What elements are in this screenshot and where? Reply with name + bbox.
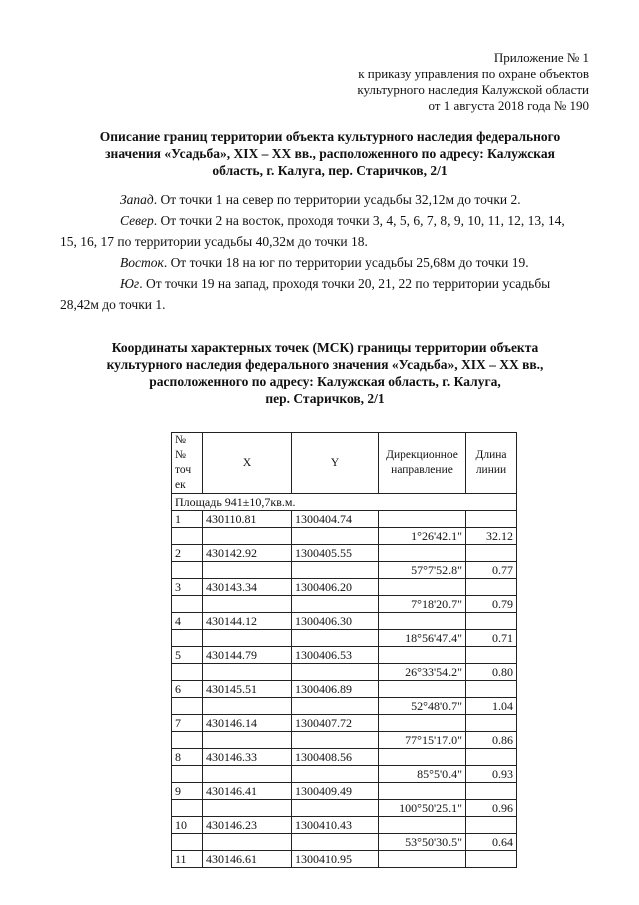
east-text: . От точки 18 на юг по территории усадьбы 25,68м до точки 19. <box>163 255 529 270</box>
point-number-cell: 3 <box>172 579 203 596</box>
x-cell: 430146.41 <box>203 783 292 800</box>
south-text: . От точки 19 на запад, проходя точки 20, 21, 22 по территории усадьбы <box>139 276 551 291</box>
length-cell <box>466 715 517 732</box>
length-cell <box>466 851 517 868</box>
x-cell: 430146.23 <box>203 817 292 834</box>
y-cell: 1300406.20 <box>292 579 379 596</box>
length-cell: 0.79 <box>466 596 517 613</box>
x-cell <box>203 834 292 851</box>
segment-row <box>172 664 517 681</box>
south-label: Юг <box>120 276 140 291</box>
y-cell: 1300408.56 <box>292 749 379 766</box>
x-cell <box>203 562 292 579</box>
x-cell: 430110.81 <box>203 511 292 528</box>
point-number-cell: 1 <box>172 511 203 528</box>
point-number-cell: 4 <box>172 613 203 630</box>
length-cell: 0.86 <box>466 732 517 749</box>
direction-cell <box>379 647 466 664</box>
direction-cell <box>379 749 466 766</box>
length-cell <box>466 749 517 766</box>
segment-row <box>172 834 517 851</box>
point-number-cell <box>172 630 203 647</box>
point-number-cell <box>172 664 203 681</box>
point-number-cell: 8 <box>172 749 203 766</box>
title-line: Описание границ территории объекта культурного наследия федерального <box>99 129 561 144</box>
boundary-description <box>60 189 590 315</box>
area-row <box>172 494 517 511</box>
length-cell: 1.04 <box>466 698 517 715</box>
table-row <box>172 817 517 834</box>
header-text: направление <box>391 464 453 476</box>
x-cell <box>203 664 292 681</box>
boundary-description-title <box>70 128 590 179</box>
table-row <box>172 647 517 664</box>
table-row <box>172 511 517 528</box>
x-cell <box>203 596 292 613</box>
header-text: Длина <box>475 449 507 461</box>
appendix-line: к приказу управления по охране объектов <box>358 66 589 81</box>
point-number-cell: 2 <box>172 545 203 562</box>
header-text: ек <box>175 479 186 491</box>
table-row <box>172 681 517 698</box>
direction-cell: 18°56'47.4" <box>379 630 466 647</box>
east-label: Восток <box>120 255 164 270</box>
direction-cell <box>379 817 466 834</box>
table-row <box>172 783 517 800</box>
title-line: культурного наследия федерального значения «Усадьба», XIX – XX вв., <box>106 357 544 372</box>
y-cell <box>292 766 379 783</box>
west-label: Запад <box>120 192 154 207</box>
point-number-cell: 9 <box>172 783 203 800</box>
north-paragraph <box>90 210 590 231</box>
x-cell <box>203 698 292 715</box>
y-cell <box>292 698 379 715</box>
direction-cell <box>379 545 466 562</box>
x-cell <box>203 766 292 783</box>
direction-cell <box>379 783 466 800</box>
length-cell <box>466 817 517 834</box>
header-text: № <box>175 449 186 461</box>
area-cell: Площадь 941±10,7кв.м. <box>172 494 517 511</box>
table-row <box>172 545 517 562</box>
y-cell <box>292 630 379 647</box>
length-cell <box>466 511 517 528</box>
length-cell: 0.71 <box>466 630 517 647</box>
header-text: № <box>175 434 186 446</box>
y-cell <box>292 834 379 851</box>
point-number-cell: 5 <box>172 647 203 664</box>
title-line: область, г. Калуга, пер. Старичков, 2/1 <box>212 163 448 178</box>
header-direction <box>379 433 466 494</box>
y-cell: 1300410.43 <box>292 817 379 834</box>
y-cell: 1300409.49 <box>292 783 379 800</box>
table-row <box>172 613 517 630</box>
table-row <box>172 579 517 596</box>
y-cell: 1300404.74 <box>292 511 379 528</box>
north-paragraph-continuation: 15, 16, 17 по территории усадьбы 40,32м до точки 18. <box>60 234 368 249</box>
appendix-line: Приложение № 1 <box>493 50 589 65</box>
north-label: Север <box>120 213 154 228</box>
title-line: расположенного по адресу: Калужская область, г. Калуга, <box>149 374 501 389</box>
header-y: Y <box>292 433 379 494</box>
direction-cell <box>379 681 466 698</box>
length-cell <box>466 545 517 562</box>
title-line: Координаты характерных точек (МСК) границы территории объекта <box>111 340 539 355</box>
x-cell: 430143.34 <box>203 579 292 596</box>
south-paragraph <box>90 273 590 294</box>
segment-row <box>172 528 517 545</box>
appendix-line: культурного наследия Калужской области <box>357 82 589 97</box>
title-line: пер. Старичков, 2/1 <box>265 391 385 406</box>
x-cell <box>203 630 292 647</box>
west-text: . От точки 1 на север по территории усадьбы 32,12м до точки 2. <box>153 192 521 207</box>
y-cell <box>292 528 379 545</box>
x-cell: 430142.92 <box>203 545 292 562</box>
table-row <box>172 715 517 732</box>
x-cell: 430146.14 <box>203 715 292 732</box>
x-cell: 430144.12 <box>203 613 292 630</box>
segment-row <box>172 732 517 749</box>
point-number-cell <box>172 596 203 613</box>
length-cell: 0.77 <box>466 562 517 579</box>
segment-row <box>172 562 517 579</box>
point-number-cell: 6 <box>172 681 203 698</box>
length-cell <box>466 681 517 698</box>
y-cell <box>292 664 379 681</box>
coordinates-title <box>60 339 590 407</box>
east-paragraph <box>90 252 590 273</box>
segment-row <box>172 800 517 817</box>
y-cell: 1300407.72 <box>292 715 379 732</box>
point-number-cell <box>172 732 203 749</box>
header-text: Дирекционное <box>386 449 458 461</box>
point-number-cell: 7 <box>172 715 203 732</box>
header-text: линии <box>475 464 507 476</box>
direction-cell: 77°15'17.0" <box>379 732 466 749</box>
direction-cell: 53°50'30.5" <box>379 834 466 851</box>
y-cell: 1300410.95 <box>292 851 379 868</box>
x-cell <box>203 732 292 749</box>
length-cell: 32.12 <box>466 528 517 545</box>
point-number-cell <box>172 562 203 579</box>
direction-cell: 57°7'52.8" <box>379 562 466 579</box>
y-cell: 1300406.53 <box>292 647 379 664</box>
direction-cell: 85°5'0.4" <box>379 766 466 783</box>
point-number-cell: 10 <box>172 817 203 834</box>
direction-cell <box>379 613 466 630</box>
direction-cell <box>379 511 466 528</box>
y-cell: 1300406.30 <box>292 613 379 630</box>
length-cell: 0.93 <box>466 766 517 783</box>
table-row <box>172 749 517 766</box>
coordinates-table <box>171 432 517 868</box>
x-cell: 430144.79 <box>203 647 292 664</box>
direction-cell <box>379 715 466 732</box>
y-cell <box>292 596 379 613</box>
x-cell <box>203 528 292 545</box>
header-text: точ <box>175 464 192 476</box>
length-cell <box>466 579 517 596</box>
length-cell <box>466 613 517 630</box>
appendix-line: от 1 августа 2018 года № 190 <box>428 98 589 113</box>
direction-cell: 100°50'25.1" <box>379 800 466 817</box>
point-number-cell: 11 <box>172 851 203 868</box>
length-cell <box>466 783 517 800</box>
y-cell <box>292 562 379 579</box>
header-x: X <box>203 433 292 494</box>
y-cell: 1300406.89 <box>292 681 379 698</box>
point-number-cell <box>172 766 203 783</box>
title-line: значения «Усадьба», XIX – XX вв., расположенного по адресу: Калужская <box>105 146 555 161</box>
x-cell <box>203 800 292 817</box>
x-cell: 430145.51 <box>203 681 292 698</box>
y-cell <box>292 732 379 749</box>
point-number-cell <box>172 834 203 851</box>
north-text: . От точки 2 на восток, проходя точки 3, 4, 5, 6, 7, 8, 9, 10, 11, 12, 13, 14, <box>153 213 565 228</box>
length-cell: 0.64 <box>466 834 517 851</box>
direction-cell: 1°26'42.1" <box>379 528 466 545</box>
direction-cell: 26°33'54.2" <box>379 664 466 681</box>
length-cell: 0.96 <box>466 800 517 817</box>
table-row <box>172 851 517 868</box>
segment-row <box>172 766 517 783</box>
west-paragraph <box>90 189 590 210</box>
segment-row <box>172 596 517 613</box>
x-cell: 430146.61 <box>203 851 292 868</box>
south-paragraph-continuation: 28,42м до точки 1. <box>60 297 166 312</box>
length-cell: 0.80 <box>466 664 517 681</box>
direction-cell <box>379 579 466 596</box>
point-number-cell <box>172 698 203 715</box>
point-number-cell <box>172 800 203 817</box>
appendix-header <box>357 50 589 114</box>
segment-row <box>172 698 517 715</box>
segment-row <box>172 630 517 647</box>
header-point-number <box>172 433 203 494</box>
point-number-cell <box>172 528 203 545</box>
direction-cell <box>379 851 466 868</box>
direction-cell: 7°18'20.7" <box>379 596 466 613</box>
table-header-row <box>172 433 517 494</box>
header-length <box>466 433 517 494</box>
direction-cell: 52°48'0.7" <box>379 698 466 715</box>
y-cell: 1300405.55 <box>292 545 379 562</box>
x-cell: 430146.33 <box>203 749 292 766</box>
y-cell <box>292 800 379 817</box>
length-cell <box>466 647 517 664</box>
